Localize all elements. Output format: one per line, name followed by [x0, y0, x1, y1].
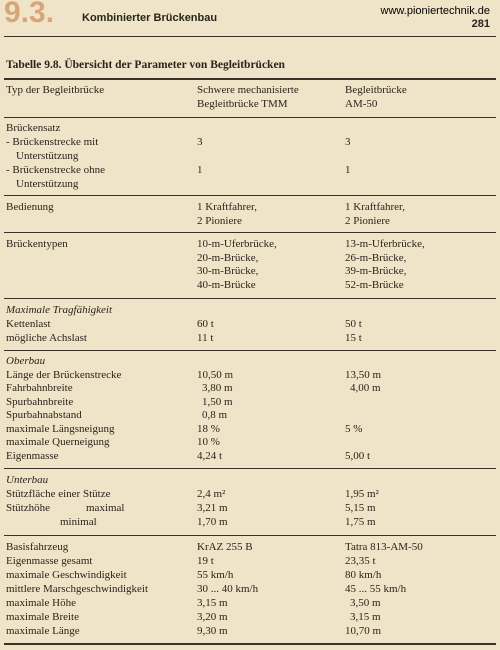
cell-line: 10-m-Uferbrücke,	[197, 238, 277, 250]
cell-am50: 23,35 t	[345, 555, 376, 567]
cell-am50: 5 %	[345, 423, 363, 435]
col-header-tmm	[197, 84, 337, 111]
cell-line: 39-m-Brücke,	[345, 265, 407, 278]
cell-am50: 45 ... 55 km/h	[345, 583, 407, 595]
row-label-line1: - Brückenstrecke mit	[6, 136, 194, 150]
row-label: Eigenmasse gesamt	[6, 555, 93, 567]
row-label: maximale Länge	[6, 625, 80, 637]
cell-am50	[345, 201, 495, 228]
cell-am50: 1,75 m	[345, 516, 376, 528]
row-label: Basisfahrzeug	[6, 541, 69, 553]
section-rule	[4, 195, 496, 196]
chapter-title: Kombinierter Brückenbau	[82, 12, 218, 24]
cell-am50: 4,00 m	[350, 382, 381, 394]
header-rule	[4, 36, 496, 37]
col-header-type: Typ der Begleitbrücke	[6, 84, 105, 96]
section-rule	[4, 232, 496, 233]
cell-tmm: 10 %	[197, 436, 220, 448]
cell-tmm: 4,24 t	[197, 450, 223, 462]
col-header-am50-line1: Begleitbrücke	[345, 84, 407, 96]
row-label	[6, 136, 194, 163]
cell-am50: 3	[345, 136, 351, 148]
cell-tmm: 9,30 m	[197, 625, 228, 637]
cell-tmm: 3,80 m	[202, 382, 233, 394]
cell-am50: 1,95 m²	[345, 488, 379, 500]
cell-tmm: 3,15 m	[197, 597, 228, 609]
cell-line: 2 Pioniere	[345, 214, 390, 227]
cell-am50: Tatra 813-AM-50	[345, 541, 423, 553]
col-header-am50	[345, 84, 495, 111]
row-label: mittlere Marschgeschwindigkeit	[6, 583, 149, 595]
cell-line: 1 Kraftfahrer,	[197, 201, 258, 213]
col-header-am50-line2: AM-50	[345, 97, 378, 110]
cell-tmm: 3	[197, 136, 203, 148]
row-label: Stützfläche einer Stütze	[6, 488, 111, 500]
col-header-tmm-line1: Schwere mechanisierte	[197, 84, 299, 96]
row-label: maximale Breite	[6, 611, 79, 623]
cell-line: 52-m-Brücke	[345, 279, 404, 292]
cell-tmm: 2,4 m²	[197, 488, 226, 500]
cell-am50: 3,50 m	[350, 597, 381, 609]
row-label-part: Stützhöhe	[6, 502, 50, 514]
header-bottom-rule	[4, 117, 496, 118]
row-label: Spurbahnbreite	[6, 396, 74, 408]
row-label: Kettenlast	[6, 318, 51, 330]
cell-tmm: 1,70 m	[197, 516, 228, 528]
row-label	[6, 164, 194, 191]
cell-tmm: 3,20 m	[197, 611, 228, 623]
section-rule	[4, 468, 496, 469]
cell-tmm: 1	[197, 164, 203, 176]
cell-am50: 3,15 m	[350, 611, 381, 623]
cell-tmm: 0,8 m	[202, 409, 228, 421]
cell-tmm: 18 %	[197, 423, 220, 435]
cell-tmm: 1,50 m	[202, 396, 233, 408]
row-label: Bedienung	[6, 201, 54, 213]
row-label-line2: Unterstützung	[16, 149, 79, 162]
cell-line: 2 Pioniere	[197, 214, 242, 227]
section-rule	[4, 298, 496, 299]
cell-line: 40-m-Brücke	[197, 279, 256, 292]
cell-line: 26-m-Brücke,	[345, 251, 407, 264]
cell-tmm	[197, 201, 337, 228]
row-label: Brückentypen	[6, 238, 68, 250]
section-rule	[4, 535, 496, 536]
website-watermark: www.pioniertechnik.de	[380, 5, 490, 17]
row-label-part: maximal	[86, 502, 125, 514]
section-title: Maximale Tragfähigkeit	[6, 304, 113, 316]
section-title: Brückensatz	[6, 122, 61, 134]
table-caption: Tabelle 9.8. Übersicht der Parameter von Begleitbrücken	[6, 59, 285, 71]
cell-tmm: 10,50 m	[197, 369, 234, 381]
cell-am50: 5,00 t	[345, 450, 371, 462]
table-bottom-rule	[4, 643, 496, 645]
cell-line: 30-m-Brücke,	[197, 265, 259, 278]
cell-tmm: 11 t	[197, 332, 214, 344]
row-label: mögliche Achslast	[6, 332, 87, 344]
cell-am50: 50 t	[345, 318, 362, 330]
row-label: maximale Querneigung	[6, 436, 110, 448]
cell-tmm: 3,21 m	[197, 502, 228, 514]
page-header	[0, 0, 500, 34]
cell-am50	[345, 238, 495, 293]
row-label: maximale Geschwindigkeit	[6, 569, 127, 581]
row-label-line1: - Brückenstrecke ohne	[6, 164, 194, 178]
cell-line: 20-m-Brücke,	[197, 251, 259, 264]
cell-am50: 1	[345, 164, 351, 176]
cell-tmm: 19 t	[197, 555, 214, 567]
row-label: maximale Höhe	[6, 597, 76, 609]
section-title: Oberbau	[6, 355, 46, 367]
cell-am50: 15 t	[345, 332, 362, 344]
chapter-number: 9.3.	[4, 0, 55, 29]
col-header-tmm-line2: Begleitbrücke TMM	[197, 97, 288, 110]
cell-line: 13-m-Uferbrücke,	[345, 238, 425, 250]
row-label: Spurbahnabstand	[6, 409, 82, 421]
cell-tmm: 60 t	[197, 318, 214, 330]
cell-line: 1 Kraftfahrer,	[345, 201, 406, 213]
cell-am50: 10,70 m	[345, 625, 382, 637]
section-title: Unterbau	[6, 474, 49, 486]
row-label: Länge der Brückenstrecke	[6, 369, 122, 381]
row-label	[6, 502, 194, 516]
page-number: 281	[471, 18, 490, 30]
row-label: Eigenmasse	[6, 450, 59, 462]
cell-tmm: 55 km/h	[197, 569, 234, 581]
row-label-part: minimal	[60, 516, 97, 528]
cell-tmm: KrAZ 255 B	[197, 541, 253, 553]
row-label-line2: Unterstützung	[16, 177, 79, 190]
cell-tmm	[197, 238, 337, 293]
cell-am50: 80 km/h	[345, 569, 382, 581]
section-rule	[4, 350, 496, 351]
cell-am50: 5,15 m	[345, 502, 376, 514]
cell-tmm: 30 ... 40 km/h	[197, 583, 259, 595]
row-label: Fahrbahnbreite	[6, 382, 73, 394]
cell-am50: 13,50 m	[345, 369, 382, 381]
row-label: maximale Längsneigung	[6, 423, 115, 435]
table-top-rule	[4, 78, 496, 80]
